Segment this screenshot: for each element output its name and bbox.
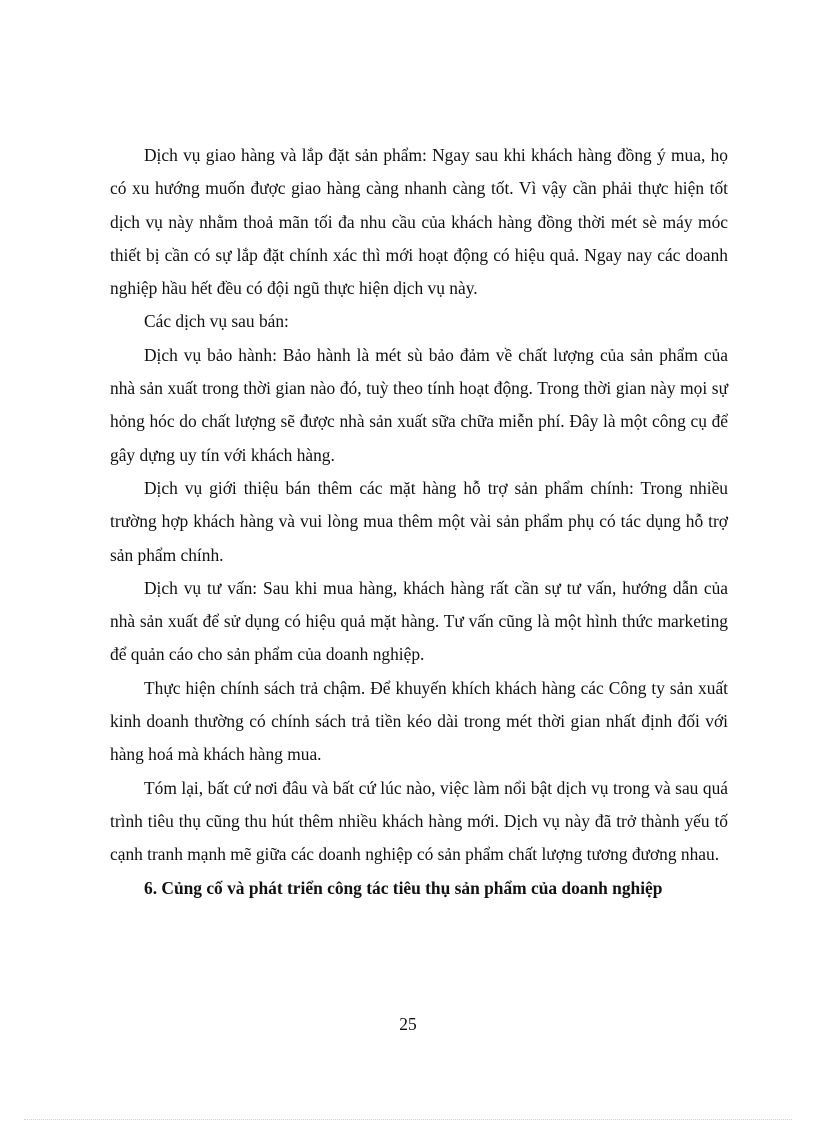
page-number: 25 [399, 1014, 417, 1034]
paragraph-after-sales-intro: Các dịch vụ sau bán: [144, 311, 289, 332]
section-heading: 6. Củng cố và phát triển công tác tiêu thụ sản phẩm của doanh nghiệp [144, 877, 663, 898]
paragraph-consulting: Dịch vụ tư vấn: Sau khi mua hàng, khách hàng rất cần sự tư vấn, hướng dẫn của nhà sản xuất để sử dụng có hiệu quả mặt hàng. Tư vấn cũng là một hình thức marketing để quản cáo cho sản phẩm của doanh nghiệp. [110, 577, 728, 665]
paragraph-cross-selling: Dịch vụ giới thiệu bán thêm các mặt hàng hỗ trợ sản phẩm chính: Trong nhiều trường hợp khách hàng và vui lòng mua thêm một vài sản phẩm phụ có tác dụng hỗ trợ sản phẩm chính. [110, 477, 728, 565]
paragraph-deferred-payment: Thực hiện chính sách trả chậm. Để khuyến khích khách hàng các Công ty sản xuất kinh doanh thường có chính sách trả tiền kéo dài trong mét thời gian nhất định đối với hàng hoá mà khách hàng mua. [110, 677, 728, 765]
page-bottom-divider [24, 1119, 792, 1120]
paragraph-summary: Tóm lại, bất cứ nơi đâu và bất cứ lúc nào, việc làm nổi bật dịch vụ trong và sau quá trình tiêu thụ cũng thu hút thêm nhiều khách hàng mới. Dịch vụ này đã trở thành yếu tố cạnh tranh mạnh mẽ giữa các doanh nghiệp có sản phẩm chất lượng tương đương nhau. [110, 777, 728, 865]
page-body [110, 139, 728, 905]
paragraph-delivery-installation: Dịch vụ giao hàng và lắp đặt sản phẩm: Ngay sau khi khách hàng đồng ý mua, họ có xu hướng muốn được giao hàng càng nhanh càng tốt. Vì vậy cần phải thực hiện tốt dịch vụ này nhằm thoả mãn tối đa nhu cầu của khách hàng đồng thời mét sè máy móc thiết bị cần có sự lắp đặt chính xác thì mới hoạt động có hiệu quả. Ngay nay các doanh nghiệp hầu hết đều có đội ngũ thực hiện dịch vụ này. [110, 145, 728, 299]
paragraph-warranty: Dịch vụ bảo hành: Bảo hành là mét sù bảo đảm về chất lượng của sản phẩm của nhà sản xuất trong thời gian nào đó, tuỳ theo tính hoạt động. Trong thời gian này mọi sự hỏng hóc do chất lượng sẽ được nhà sản xuất sữa chữa miễn phí. Đây là một công cụ để gây dựng uy tín với khách hàng. [110, 344, 728, 465]
